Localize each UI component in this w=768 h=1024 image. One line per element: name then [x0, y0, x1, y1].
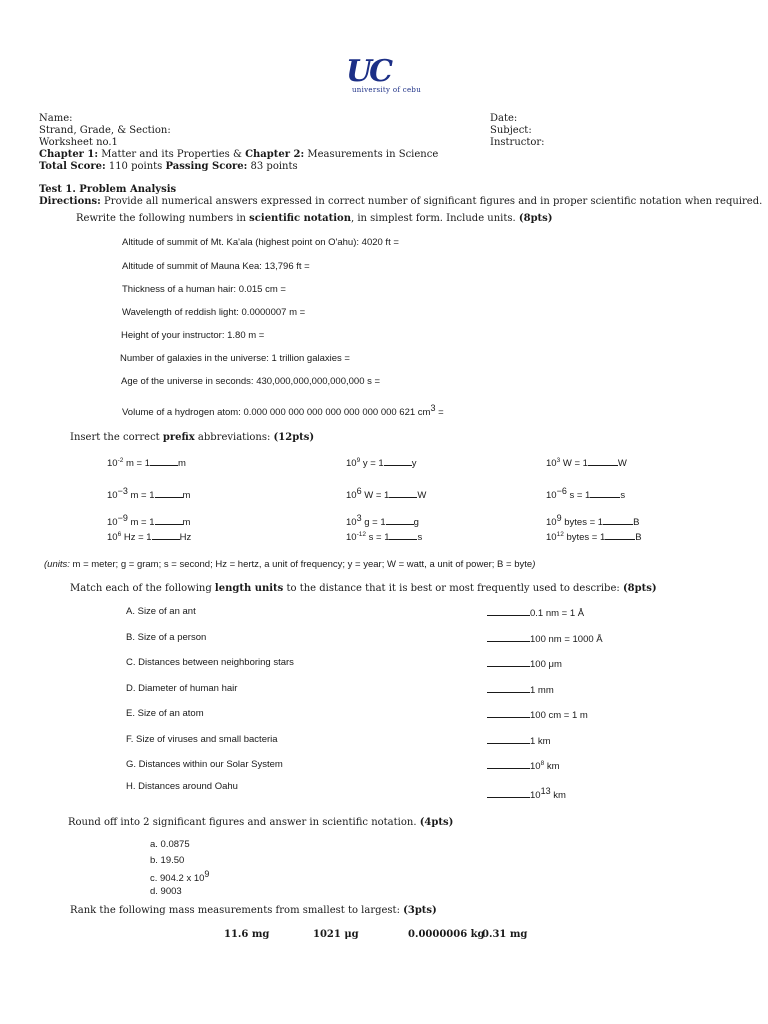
answer-blank[interactable] [389, 488, 417, 498]
q1-post: , in simplest form. Include units. [350, 213, 519, 224]
q2-post: abbreviations: [194, 432, 274, 443]
match-option-sup: 8 [540, 759, 545, 767]
directions-label: Directions: [39, 196, 101, 207]
prefix-item [346, 513, 419, 528]
prefix-exponent: 12 [556, 530, 564, 538]
prefix-unit: W [617, 458, 627, 469]
prefix-unit: Hz [179, 532, 192, 543]
answer-blank[interactable] [150, 456, 178, 466]
match-option [487, 786, 566, 801]
prefix-base: 10 [107, 517, 118, 529]
match-option-text: 1 km [530, 736, 551, 747]
match-option-text: 1 mm [530, 685, 554, 696]
directions-text: Provide all numerical answers expressed in correct number of significant figures and in proper scientific notation when required. [100, 196, 763, 207]
prefix-item [346, 486, 426, 501]
prefix-base: 10 [546, 490, 557, 502]
q1-item: Altitude of summit of Mauna Kea: 13,796 ft = [122, 261, 310, 272]
directions [39, 196, 762, 207]
match-answer-blank[interactable] [487, 657, 530, 667]
match-answer-blank[interactable] [487, 788, 530, 798]
q5-instruction [70, 905, 437, 916]
logo-subtitle: university of cebu [352, 86, 422, 94]
match-item: E. Size of an atom [126, 708, 204, 719]
chapter2-label: Chapter 2: [245, 149, 305, 160]
answer-blank[interactable] [603, 515, 633, 525]
prefix-exponent: -2 [117, 456, 124, 464]
strand-label: Strand, Grade, & Section: [39, 125, 171, 136]
prefix-item [546, 486, 625, 501]
q2-points: (12pts) [273, 432, 315, 443]
prefix-exponent: −6 [556, 486, 567, 496]
prefix-base: 10 [107, 490, 118, 502]
match-option-text: 10 [530, 761, 541, 772]
q3-instruction [70, 583, 657, 594]
answer-blank[interactable] [152, 530, 180, 540]
q3-bold: length units [214, 583, 284, 594]
match-option-text: 100 nm = 1000 Å [530, 634, 603, 645]
prefix-unit: B [635, 532, 642, 543]
match-item: F. Size of viruses and small bacteria [126, 734, 278, 745]
match-option [487, 759, 560, 772]
prefix-base: 10 [546, 532, 557, 543]
prefix-equation: W = 1 [560, 458, 588, 469]
q4-item: a. 0.0875 [150, 839, 190, 850]
match-option [487, 657, 562, 670]
q1-instruction [76, 213, 553, 224]
match-option [487, 734, 551, 747]
prefix-unit: y [411, 458, 417, 469]
subject-label: Subject: [490, 125, 532, 136]
q4-item: d. 9003 [150, 886, 182, 897]
q1-item [122, 403, 444, 418]
prefix-unit: m [178, 458, 186, 469]
name-label: Name: [39, 113, 73, 124]
answer-blank[interactable] [155, 488, 183, 498]
prefix-base: 10 [346, 458, 357, 469]
match-answer-blank[interactable] [487, 683, 530, 693]
prefix-base: 10 [546, 458, 557, 469]
q1-item: Number of galaxies in the universe: 1 trillion galaxies = [120, 353, 350, 364]
prefix-base: 10 [107, 532, 118, 543]
q1-item-sup: 3 [430, 403, 436, 413]
match-option-sup: 13 [540, 786, 551, 796]
match-answer-blank[interactable] [487, 632, 530, 642]
q1-item: Age of the universe in seconds: 430,000,000,000,000,000 s = [121, 376, 381, 387]
prefix-equation: Hz = 1 [121, 532, 152, 543]
mass-value: 0.31 mg [482, 929, 528, 940]
match-option-text: 100 cm = 1 m [530, 710, 588, 721]
prefix-exponent: 3 [356, 513, 362, 523]
prefix-exponent: -12 [356, 530, 366, 538]
answer-blank[interactable] [386, 515, 414, 525]
match-answer-blank[interactable] [487, 734, 530, 744]
prefix-unit: s [620, 490, 626, 502]
answer-blank[interactable] [384, 456, 412, 466]
q1-item: Wavelength of reddish light: 0.0000007 m = [122, 307, 306, 318]
match-item: B. Size of a person [126, 632, 207, 643]
total-score-label: Total Score: [39, 161, 106, 172]
q2-instruction [70, 432, 314, 443]
q4-points: (4pts) [419, 817, 454, 828]
q1-item: Altitude of summit of Mt. Ka'ala (highest point on O'ahu): 4020 ft = [122, 237, 399, 248]
q1-pre: Rewrite the following numbers in [76, 213, 250, 224]
mass-value: 11.6 mg [224, 929, 270, 940]
answer-blank[interactable] [588, 456, 618, 466]
prefix-base: 10 [107, 458, 118, 469]
q3-pre: Match each of the following [70, 583, 215, 594]
prefix-item [546, 456, 627, 469]
q4-item-sup: 9 [204, 869, 210, 879]
prefix-base: 10 [346, 532, 357, 543]
answer-blank[interactable] [389, 530, 417, 540]
university-logo [346, 54, 426, 96]
prefix-item [546, 530, 642, 543]
q4-instruction [68, 817, 453, 828]
match-item: C. Distances between neighboring stars [126, 657, 294, 668]
units-note-label: units: [47, 559, 70, 570]
prefix-exponent: 6 [356, 486, 362, 496]
match-item: G. Distances within our Solar System [126, 759, 283, 770]
q5-points: (3pts) [403, 905, 437, 916]
prefix-exponent: 9 [356, 456, 361, 464]
match-option [487, 708, 588, 721]
prefix-equation: m = 1 [123, 458, 151, 469]
chapter-line [39, 149, 438, 160]
prefix-exponent: −9 [117, 513, 128, 523]
q1-item-post: = [435, 407, 444, 419]
prefix-equation: bytes = 1 [561, 517, 604, 529]
date-label: Date: [490, 113, 518, 124]
q5-pre: Rank the following mass measurements from smallest to largest: [70, 905, 404, 916]
prefix-equation: y = 1 [360, 458, 384, 469]
prefix-equation: bytes = 1 [563, 532, 606, 543]
q2-pre: Insert the correct [70, 432, 163, 443]
prefix-exponent: 9 [556, 513, 562, 523]
q2-bold: prefix [162, 432, 195, 443]
match-option-tail: km [550, 790, 566, 802]
q1-item: Height of your instructor: 1.80 m = [121, 330, 265, 341]
prefix-base: 10 [546, 517, 557, 529]
passing-score-label: Passing Score: [165, 161, 248, 172]
worksheet-label: Worksheet no.1 [39, 137, 118, 148]
prefix-item [107, 486, 190, 501]
match-item: A. Size of an ant [126, 606, 196, 617]
prefix-unit: s [417, 532, 423, 543]
total-score-value: 110 points [105, 161, 166, 172]
prefix-item [346, 530, 422, 543]
prefix-equation: m = 1 [127, 517, 155, 529]
q4-item [150, 869, 209, 884]
units-note: (units: m = meter; g = gram; s = second; Hz = hertz, a unit of frequency; y = year; W = watt, a unit of power; B = byte) [44, 559, 536, 570]
prefix-unit: m [182, 517, 191, 529]
match-item: D. Diameter of human hair [126, 683, 238, 694]
prefix-base: 10 [346, 490, 357, 502]
chapter1-text: Matter and its Properties & [98, 149, 246, 160]
match-option-text: 100 μm [530, 659, 562, 670]
prefix-equation: s = 1 [566, 490, 591, 502]
q4-item: b. 19.50 [150, 855, 185, 866]
q4-item-text: c. 904.2 x 10 [150, 873, 205, 885]
prefix-unit: W [417, 490, 427, 502]
mass-value: 0.0000006 kg [408, 929, 485, 940]
prefix-equation: W = 1 [361, 490, 390, 502]
q4-pre: Round off into 2 significant figures and answer in scientific notation. [68, 817, 420, 828]
prefix-item [107, 530, 191, 543]
prefix-item [346, 456, 416, 469]
match-option-text: 10 [530, 790, 541, 802]
q1-item-text: Volume of a hydrogen atom: 0.000 000 000 000 000 000 000 000 621 cm [122, 407, 431, 419]
score-line [39, 161, 298, 172]
match-option [487, 683, 554, 696]
prefix-equation: s = 1 [365, 532, 390, 543]
prefix-unit: m [182, 490, 191, 502]
match-option-text: 0.1 nm = 1 Å [530, 608, 585, 619]
instructor-label: Instructor: [490, 137, 545, 148]
q3-points: (8pts) [622, 583, 657, 594]
units-note-text: m = meter; g = gram; s = second; Hz = hertz, a unit of frequency; y = year; W = watt, a unit of power; B = byte [69, 559, 533, 570]
mass-value: 1021 μg [313, 929, 359, 940]
prefix-exponent: 6 [117, 530, 122, 538]
q1-bold: scientific notation [249, 213, 351, 224]
match-option [487, 632, 603, 645]
prefix-item [107, 513, 190, 528]
chapter2-text: Measurements in Science [304, 149, 439, 160]
match-item: H. Distances around Oahu [126, 781, 238, 792]
prefix-equation: g = 1 [361, 517, 386, 529]
prefix-item [546, 513, 639, 528]
match-option [487, 606, 584, 619]
match-answer-blank[interactable] [487, 708, 530, 718]
q1-points: (8pts) [518, 213, 553, 224]
q3-post: to the distance that it is best or most frequently used to describe: [283, 583, 623, 594]
prefix-exponent: 3 [556, 456, 561, 464]
match-answer-blank[interactable] [487, 759, 530, 769]
test-title: Test 1. Problem Analysis [39, 184, 177, 195]
q1-item: Thickness of a human hair: 0.015 cm = [122, 284, 286, 295]
prefix-exponent: −3 [117, 486, 128, 496]
passing-score-value: 83 points [247, 161, 298, 172]
match-answer-blank[interactable] [487, 606, 530, 616]
chapter1-label: Chapter 1: [39, 149, 99, 160]
logo-mark: UC [346, 54, 391, 89]
answer-blank[interactable] [155, 515, 183, 525]
match-option-tail: km [544, 761, 560, 772]
prefix-item [107, 456, 186, 469]
prefix-equation: m = 1 [127, 490, 155, 502]
answer-blank[interactable] [590, 488, 620, 498]
answer-blank[interactable] [605, 530, 635, 540]
prefix-unit: B [633, 517, 640, 529]
prefix-base: 10 [346, 517, 357, 529]
prefix-unit: g [413, 517, 419, 529]
